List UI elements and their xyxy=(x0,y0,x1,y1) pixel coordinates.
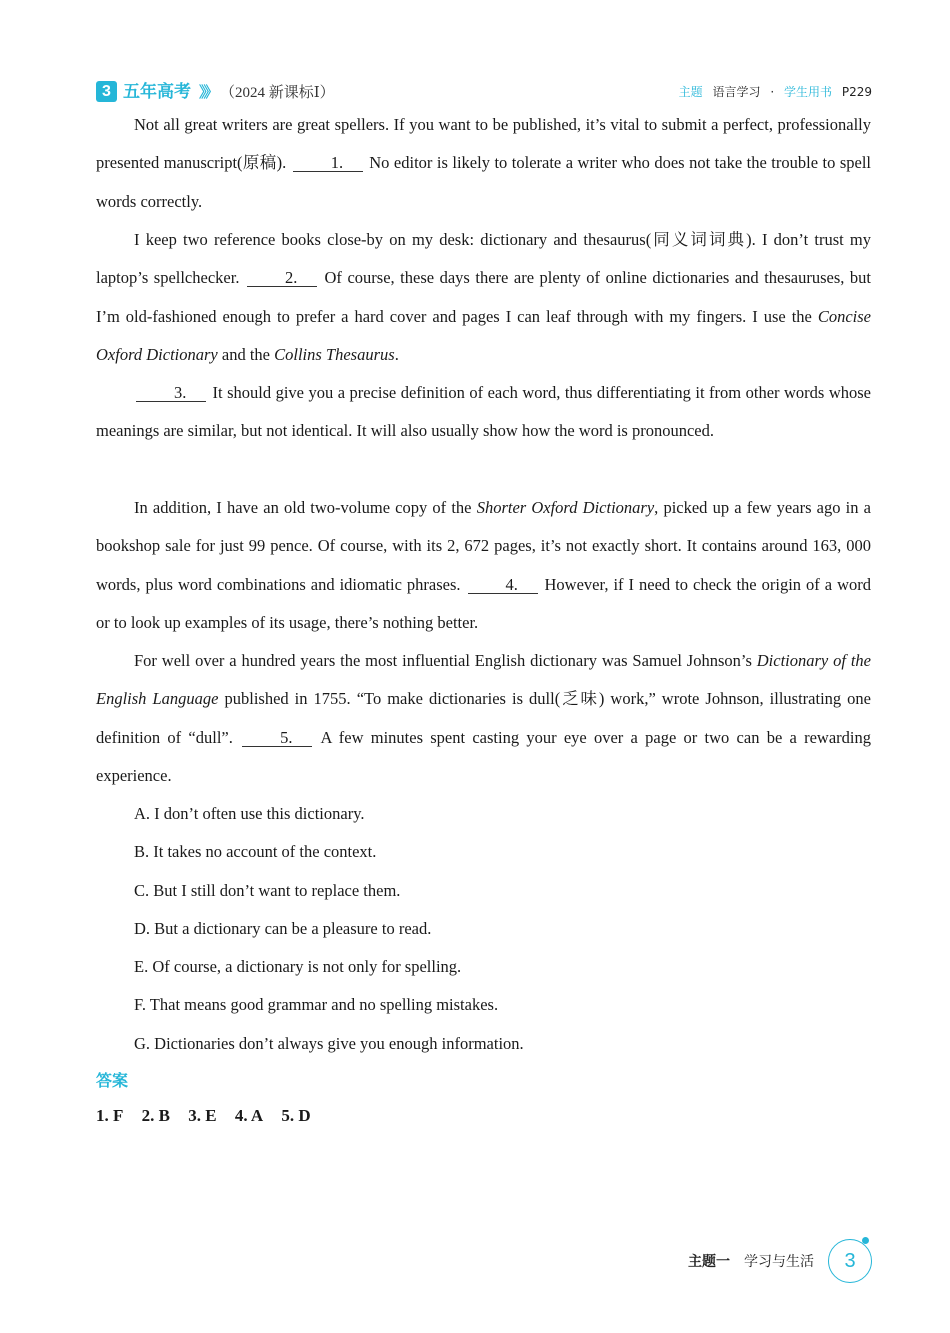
option-item: F. That means good grammar and no spelling mistakes. xyxy=(134,995,499,1015)
footer-theme-number: 主题一 xyxy=(688,1254,730,1270)
blank-3: 3. xyxy=(136,385,206,402)
footer-subject: 学习与生活 xyxy=(744,1254,814,1270)
double-chevron-icon: 》》 xyxy=(199,83,216,101)
answer-item: 4. A xyxy=(234,1106,264,1125)
section-title: 五年高考 xyxy=(123,82,191,102)
options-list xyxy=(134,795,524,1063)
answer-label: 答案 xyxy=(96,1071,129,1090)
blank-5: 5. xyxy=(242,730,312,747)
answer-item: 3. E xyxy=(188,1106,217,1125)
answer-item: 2. B xyxy=(141,1106,170,1125)
page-ref: P229 xyxy=(841,85,872,99)
book-title: Concise Oxford Dictionary xyxy=(96,306,871,364)
topic-name: 语言学习 xyxy=(712,85,761,99)
blank-1: 1. xyxy=(293,155,363,172)
page-header xyxy=(96,80,872,104)
blank-4: 4. xyxy=(468,577,538,594)
book-title: Collins Thesaurus xyxy=(274,344,395,364)
option-item: B. It takes no account of the context. xyxy=(134,842,377,862)
option-item: D. But a dictionary can be a pleasure to read. xyxy=(134,918,432,938)
decorative-dot-icon xyxy=(862,1237,869,1244)
option-item: A. I don’t often use this dictionary. xyxy=(134,804,365,823)
section-number-badge: 3 xyxy=(96,81,117,102)
passage-paragraph-4: In addition, I have an old two-volume copy of the Shorter Oxford Dictionary, picked up a few years ago in a bookshop sale for just 99 pence. Of course, with its 2, 672 pages, it’s not exactly short. It contains around 163, 000 words, plus word combinations and idiomatic phrases. 4. However, if I need to check the origin of a word or to look up examples of its usage, there’s nothing better. xyxy=(96,498,872,632)
footer-theme xyxy=(688,1251,814,1271)
answer-item: 5. D xyxy=(281,1106,311,1125)
answer-key xyxy=(96,1106,325,1126)
passage-paragraph-5: For well over a hundred years the most influential English dictionary was Samuel Johnson’s Dictionary of the English Language published in 1755. “To make dictionaries is dull(乏味) work,” wrote Johnson, illustrating one definition of “dull”. 5. A few minutes spent casting your eye over a page or two can be a rewarding experience. xyxy=(96,651,872,785)
page-number: 3 xyxy=(828,1239,872,1283)
separator-dot: · xyxy=(770,85,775,99)
page-footer xyxy=(632,1239,872,1283)
header-reference xyxy=(673,83,872,101)
passage-paragraph-2: I keep two reference books close-by on my desk: dictionary and thesaurus(同义词词典). I don’t trust my laptop’s spellchecker. 2. Of course, these days there are plenty of online dictionaries and thesauruses, but I’m old-fashioned enough to prefer a hard cover and pages I can leaf through with my fingers. I use the Concise Oxford Dictionary and the Collins Thesaurus. xyxy=(96,230,872,364)
passage-paragraph-3: 3. It should give you a precise definition of each word, thus differentiating it from other words whose meanings are similar, but not identical. It will also usually show how the word is pronounced. xyxy=(96,383,871,441)
option-item: C. But I still don’t want to replace them. xyxy=(134,880,401,900)
blank-2: 2. xyxy=(247,270,317,287)
option-item: G. Dictionaries don’t always give you enough information. xyxy=(134,1033,524,1053)
book-title: Dictionary of the English Language xyxy=(96,651,871,709)
book-label: 学生用书 xyxy=(784,85,833,99)
book-title: Shorter Oxford Dictionary xyxy=(476,498,655,517)
exam-source: （2024 新课标Ⅰ） xyxy=(220,85,335,101)
answer-item: 1. F xyxy=(96,1106,124,1125)
option-item: E. Of course, a dictionary is not only for spelling. xyxy=(134,957,462,977)
passage-paragraph-1: Not all great writers are great spellers. If you want to be published, it’s vital to submit a perfect, professionally presented manuscript(原稿). 1. No editor is likely to tolerate a writer who does not take the trouble to spell words correctly. xyxy=(96,115,872,211)
topic-label: 主题 xyxy=(678,85,703,99)
